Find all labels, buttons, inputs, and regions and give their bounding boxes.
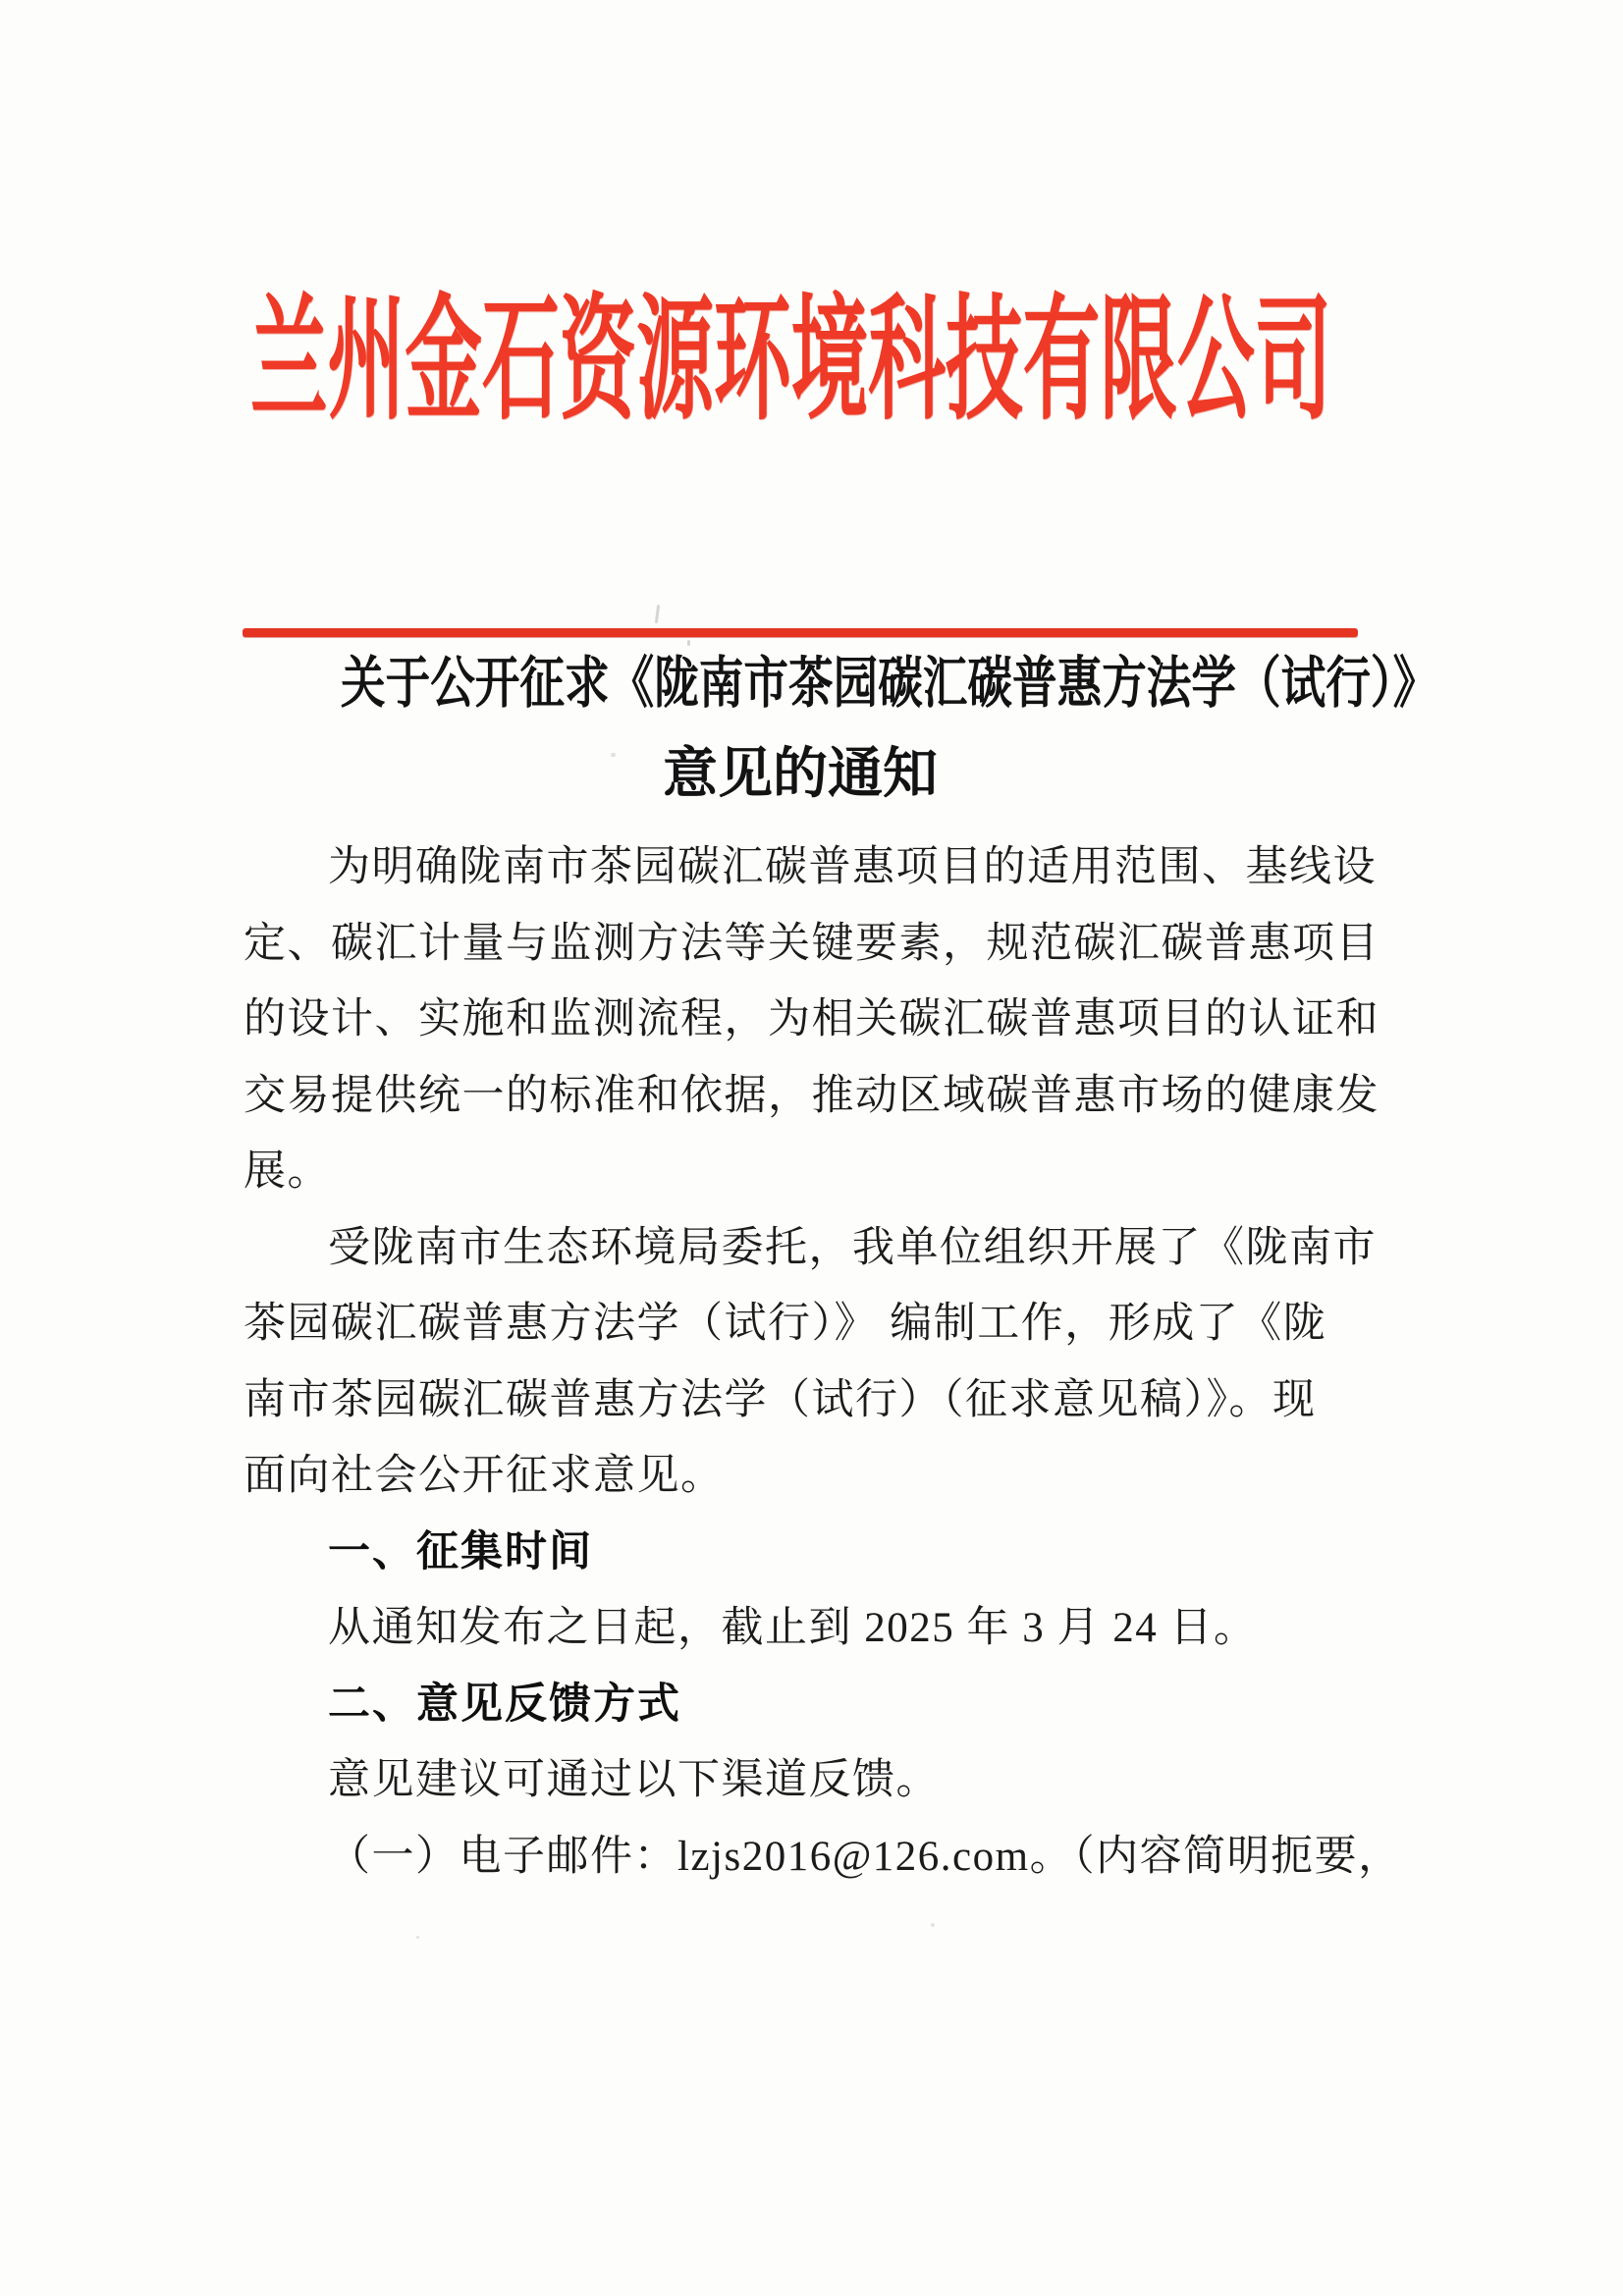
notice-title bbox=[226, 653, 1438, 805]
notice-body bbox=[243, 829, 1402, 1895]
body-line: 受陇南市生态环境局委托，我单位组织开展了《陇南市 bbox=[328, 1224, 1377, 1271]
letterhead-divider-rule bbox=[243, 628, 1358, 637]
scan-speck bbox=[655, 605, 660, 623]
body-line: 交易提供统一的标准和依据，推动区域碳普惠市场的健康发 bbox=[243, 1072, 1380, 1119]
body-line: 意见建议可通过以下渠道反馈。 bbox=[328, 1757, 940, 1803]
scan-speck bbox=[1143, 1239, 1147, 1243]
body-line: 展。 bbox=[243, 1148, 331, 1195]
scan-speck bbox=[611, 753, 616, 757]
section-heading: 二、意见反馈方式 bbox=[328, 1680, 681, 1728]
scan-speck bbox=[931, 1923, 935, 1927]
body-line: 定、碳汇计量与监测方法等关键要素，规范碳汇碳普惠项目 bbox=[243, 920, 1380, 967]
scan-speck bbox=[416, 1936, 419, 1939]
body-line: 茶园碳汇碳普惠方法学（试行）》 编制工作，形成了《陇 bbox=[243, 1301, 1327, 1347]
company-name: 兰州金石资源环境科技有限公司 bbox=[250, 286, 1332, 436]
company-letterhead bbox=[250, 286, 1340, 438]
notice-title-line1: 关于公开征求《陇南市茶园碳汇碳普惠方法学（试行）》 bbox=[341, 653, 1438, 715]
scan-speck bbox=[687, 640, 690, 646]
body-line: 从通知发布之日起，截止到 2025 年 3 月 24 日。 bbox=[328, 1605, 1258, 1651]
body-line: 的设计、实施和监测流程，为相关碳汇碳普惠项目的认证和 bbox=[243, 996, 1380, 1042]
body-line: 南市茶园碳汇碳普惠方法学（试行）（征求意见稿）》。现 bbox=[243, 1376, 1317, 1423]
body-line: 面向社会公开征求意见。 bbox=[243, 1453, 725, 1499]
section-heading: 一、征集时间 bbox=[328, 1527, 593, 1575]
body-line: 为明确陇南市茶园碳汇碳普惠项目的适用范围、基线设 bbox=[328, 844, 1377, 890]
notice-title-line2: 意见的通知 bbox=[663, 744, 938, 805]
body-line: （一）电子邮件：lzjs2016@126.com。（内容简明扼要， bbox=[328, 1833, 1402, 1880]
